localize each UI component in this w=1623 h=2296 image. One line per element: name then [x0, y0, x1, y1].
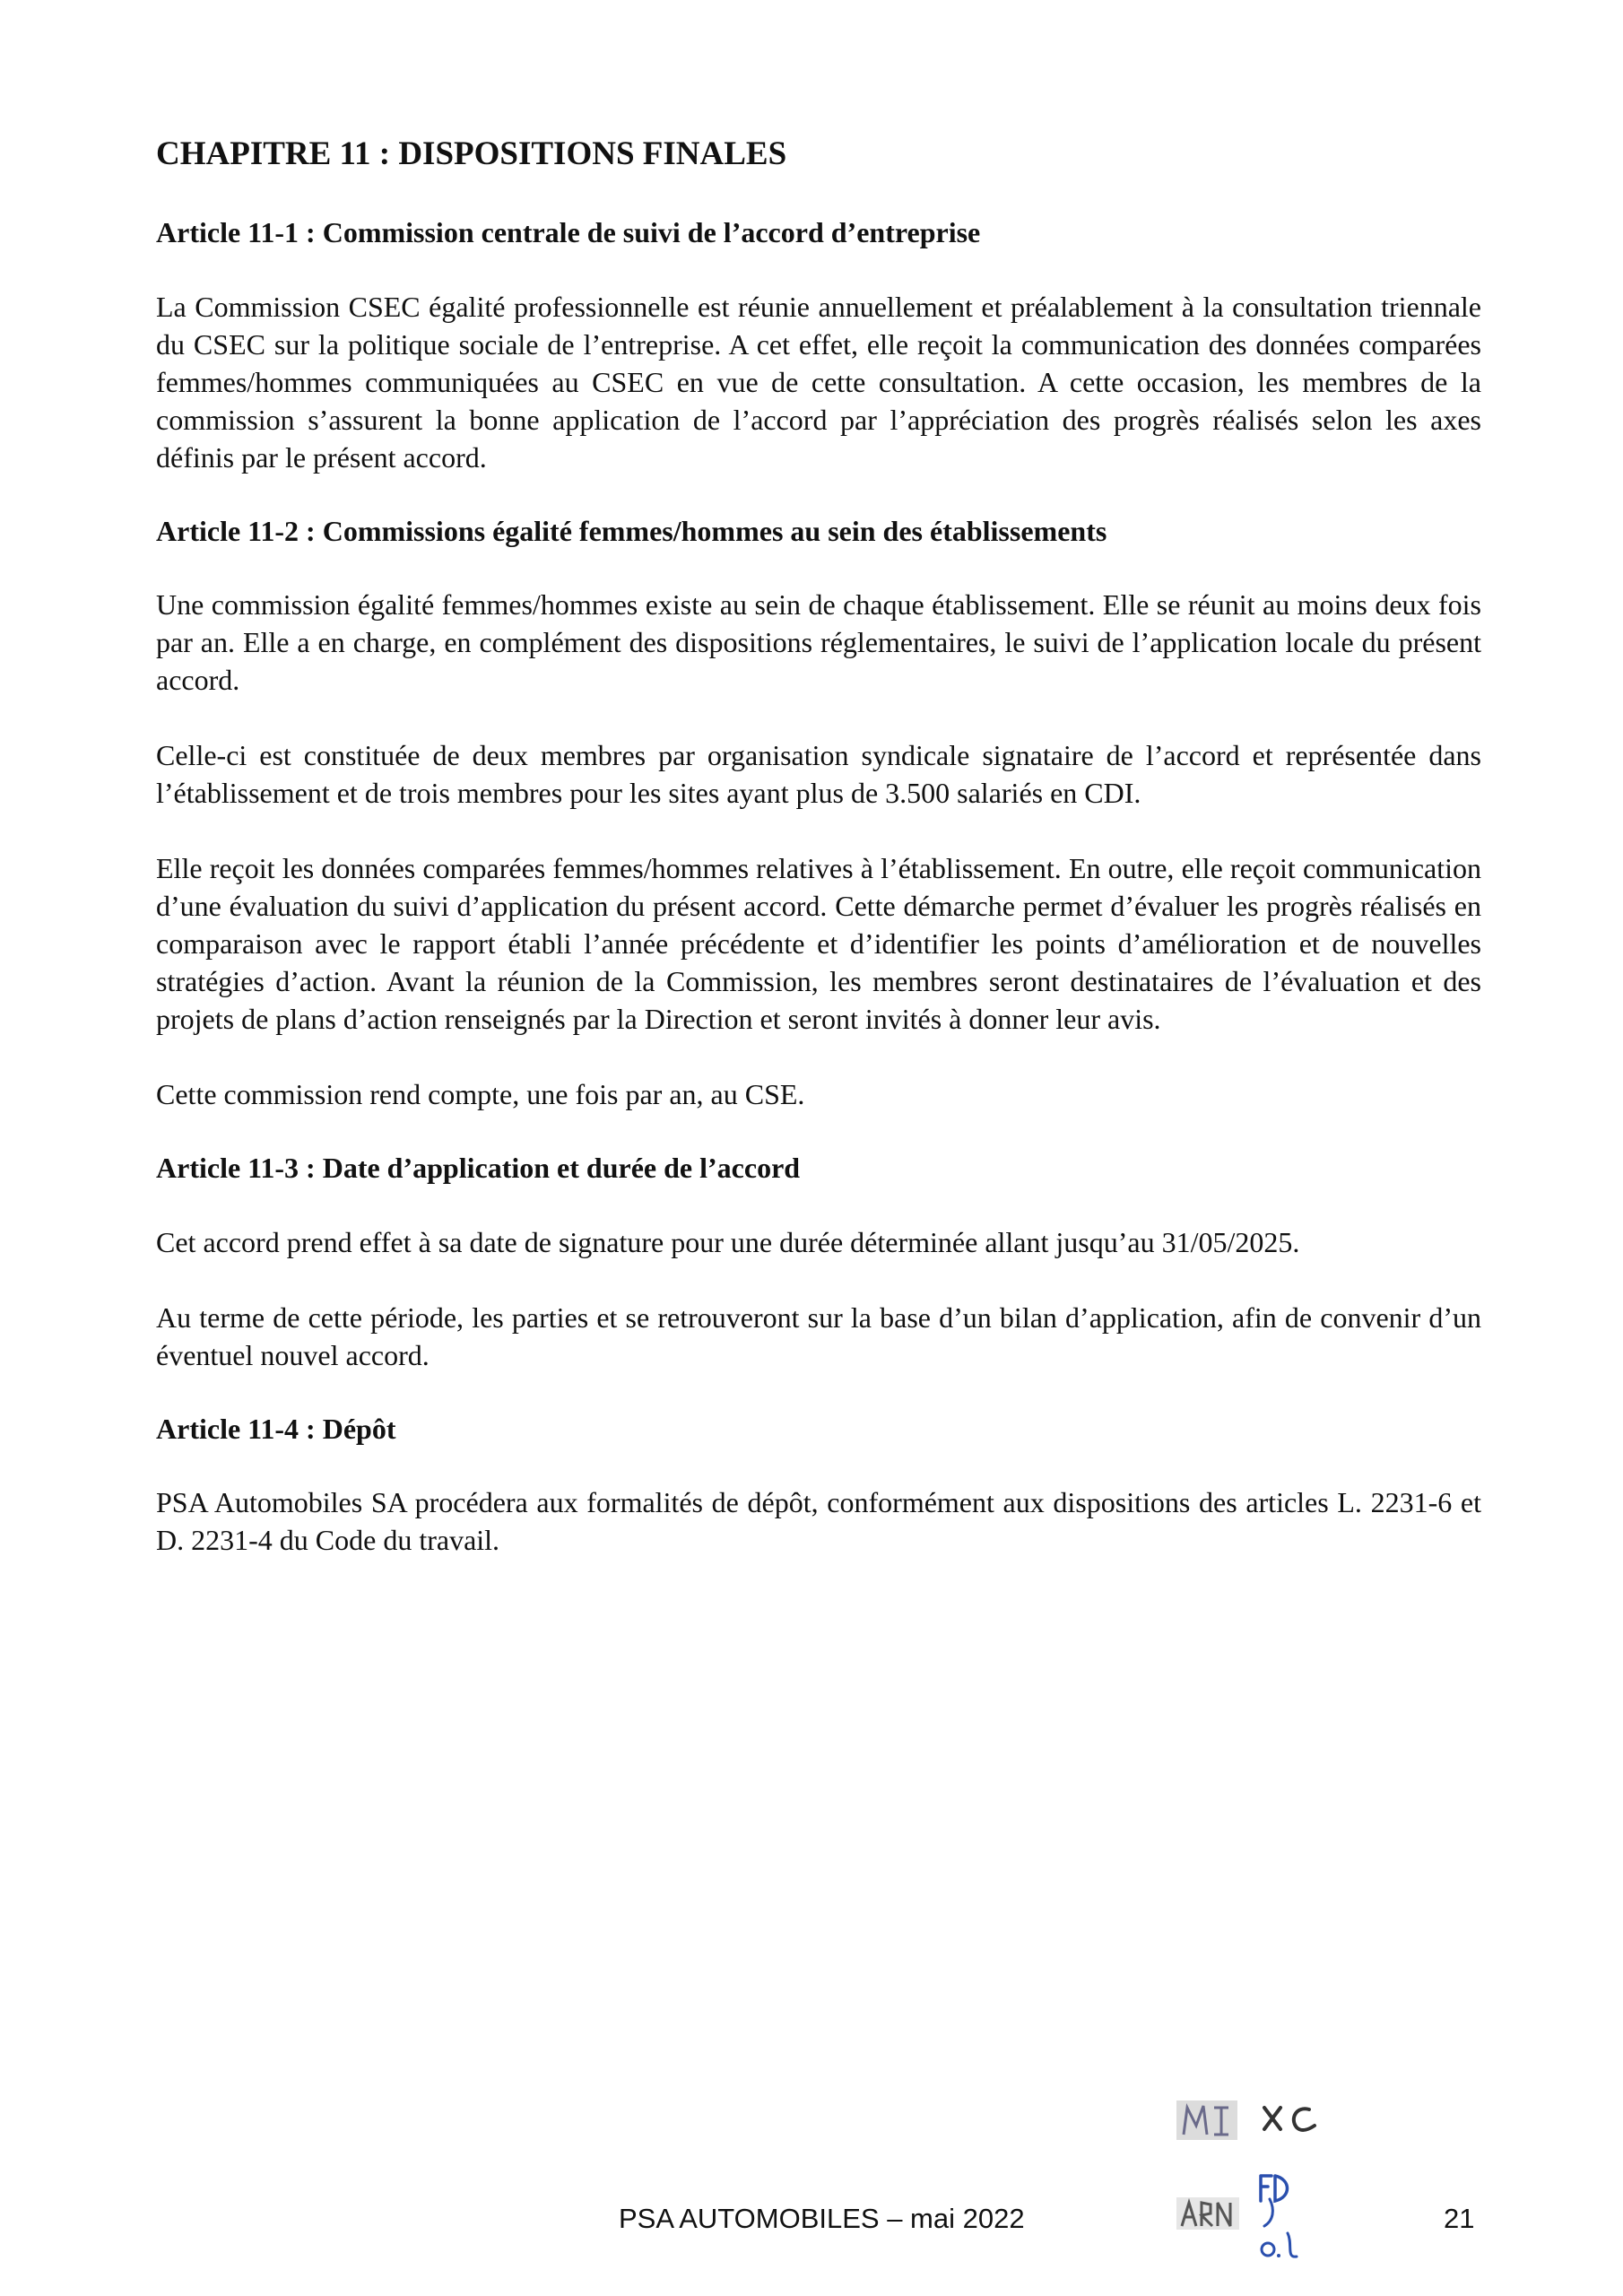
paragraph: La Commission CSEC égalité professionnelle est réunie annuellement et préalablement à la consultation triennale du CSEC sur la politique sociale de l’entreprise. A cet effet, elle reçoit la communication des données comparées femmes/hommes communiquées au CSEC en vue de cette consultation. A cette occasion, les membres de la commission s’assurent la bonne application de l’accord par l’appréciation des progrès réalisés selon les axes définis par le présent accord.: [156, 290, 1481, 474]
paragraph: Cet accord prend effet à sa date de signature pour une durée déterminée allant jusqu’au 31/05/2025.: [156, 1225, 1300, 1258]
paragraph: Celle-ci est constituée de deux membres par organisation syndicale signataire de l’accord et représentée dans l’établissement et de trois membres pour les sites ayant plus de 3.500 salariés en CDI.: [156, 739, 1481, 810]
handwritten-initials: [1175, 2090, 1354, 2269]
article-11-4: [156, 1412, 1481, 1559]
paragraph: Cette commission rend compte, une fois par an, au CSE.: [156, 1078, 805, 1111]
initials-ol: [1262, 2243, 1274, 2256]
article-title: Article 11-2 : Commissions égalité femmes/hommes au sein des établissements: [156, 514, 1107, 547]
initials-xc: [1264, 2108, 1280, 2129]
article-11-2: [156, 514, 1481, 1113]
article-title: Article 11-3 : Date d’application et durée de l’accord: [156, 1152, 801, 1185]
page-content: [156, 135, 1481, 1596]
article-11-1: [156, 215, 1481, 475]
paragraph: Une commission égalité femmes/hommes existe au sein de chaque établissement. Elle se réunit au moins deux fois par an. Elle a en charge, en complément des dispositions réglementaires, le suivi de l’application locale du présent accord.: [156, 588, 1481, 697]
paragraph: PSA Automobiles SA procédera aux formalités de dépôt, conformément aux dispositions des articles L. 2231-6 et D. 2231-4 du Code du travail.: [156, 1485, 1481, 1556]
initials-fd: [1261, 2176, 1271, 2201]
paragraph: Au terme de cette période, les parties et se retrouveront sur la base d’un bilan d’application, afin de convenir d’un éventuel nouvel accord.: [156, 1300, 1481, 1371]
article-title: Article 11-1 : Commission centrale de suivi de l’accord d’entreprise: [156, 216, 981, 249]
paragraph: Elle reçoit les données comparées femmes/hommes relatives à l’établissement. En outre, elle reçoit communication d’une évaluation du suivi d’application du présent accord. Cette démarche permet d’évaluer les progrès réalisés en comparaison avec le rapport établi l’année précédente et d’identifier les points d’amélioration et de nouvelles stratégies d’action. Avant la réunion de la Commission, les membres seront destinataires de l’évaluation et des projets de plans d’action renseignés par la Direction et seront invités à donner leur avis.: [156, 852, 1481, 1036]
article-title: Article 11-4 : Dépôt: [156, 1412, 396, 1445]
footer-text: PSA AUTOMOBILES – mai 2022: [619, 2203, 1025, 2234]
article-11-3: [156, 1151, 1481, 1373]
page-number: 21: [1444, 2203, 1475, 2234]
chapter-title: CHAPITRE 11 : DISPOSITIONS FINALES: [156, 135, 787, 172]
